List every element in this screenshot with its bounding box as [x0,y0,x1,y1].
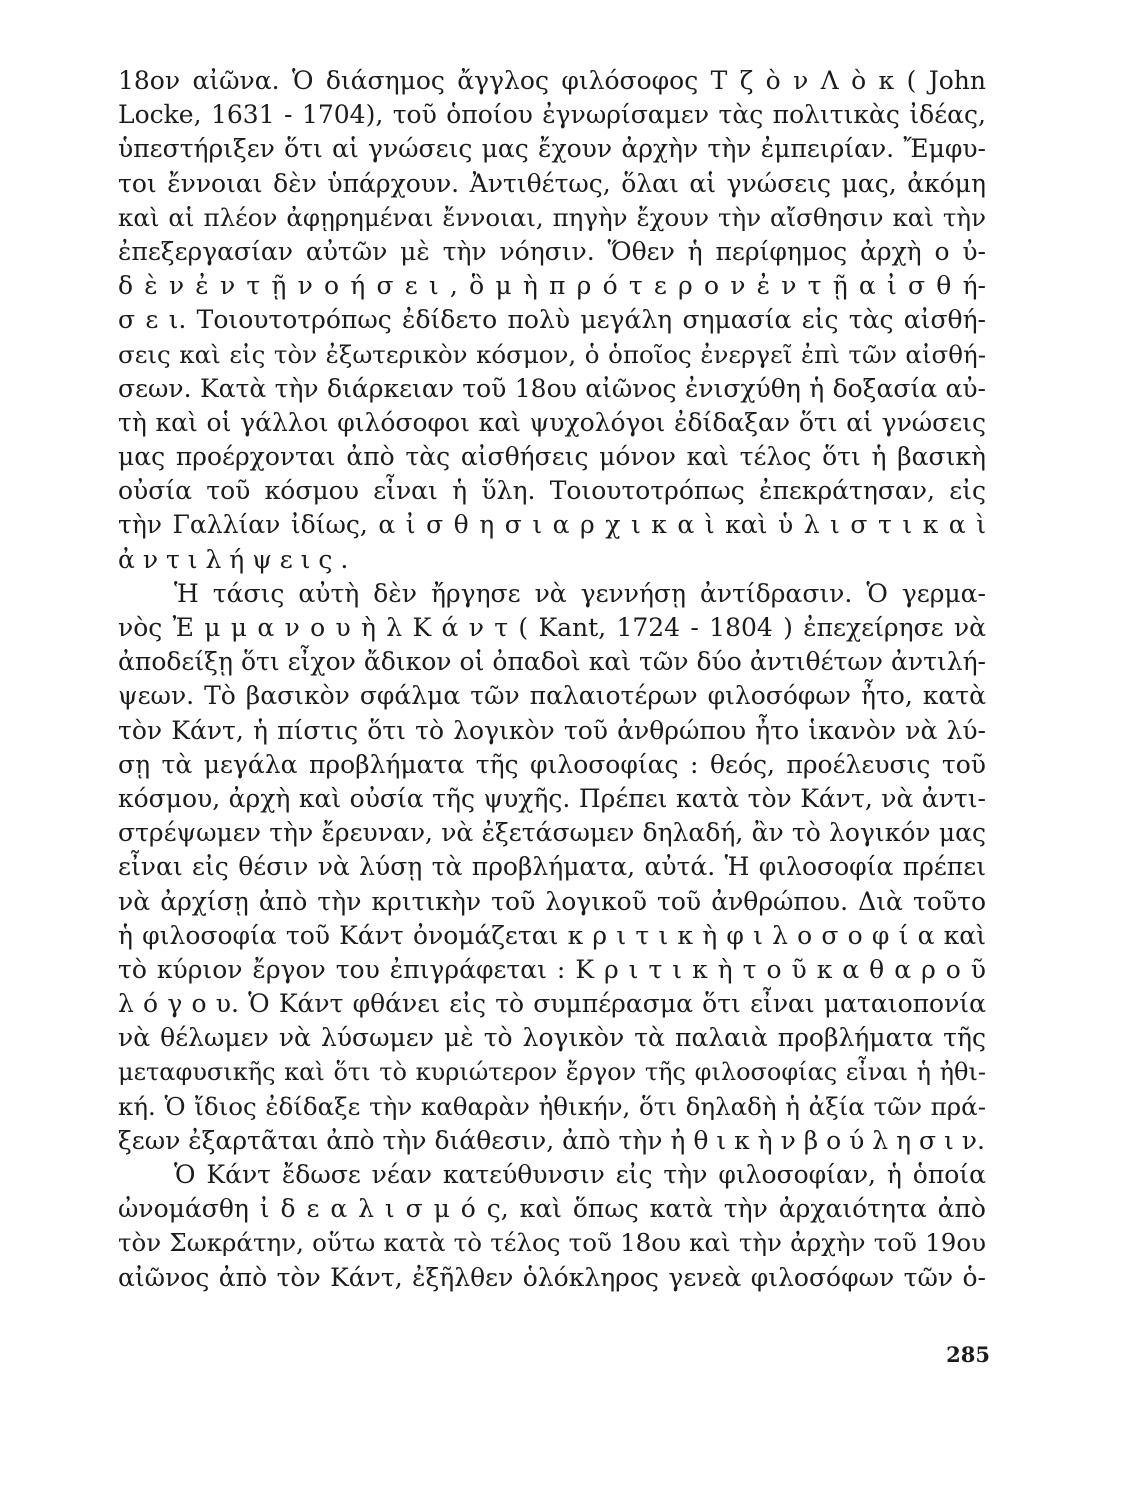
page-number: 285 [946,1342,990,1367]
text-line: τὴ καὶ οἱ γάλλοι φιλόσοφοι καὶ ψυχολόγοι ἐδίδαξαν ὅτι αἱ γνώσεις [118,407,986,437]
text-line: τὸν Σωκράτην, οὕτω κατὰ τὸ τέλος τοῦ 18ου καὶ τὴν ἀρχὴν τοῦ 19ου [118,1228,986,1258]
text-line: νὸς Ἐ μ μ α ν ο υ ὴ λ Κ ά ν τ ( Kant, 1724 - 1804 ) ἐπεχείρησε νὰ [118,613,986,642]
text-line: κόσμου, ἀρχὴ καὶ οὐσία τῆς ψυχῆς. Πρέπει κατὰ τὸν Κάντ, νὰ ἀντι- [118,783,986,813]
text-line: ἀ ν τ ι λ ή ψ ε ι ς . [118,544,349,574]
text-line: τὸ κύριον ἔργον του ἐπιγράφεται : Κ ρ ι τ ι κ ὴ τ ο ῦ κ α θ α ρ ο ῦ [118,954,986,984]
text-line: μεταφυσικῆς καὶ ὅτι τὸ κυριώτερον ἔργον τῆς φιλοσοφίας εἶναι ἡ ἠθι- [118,1058,986,1087]
text-line: τὸν Κάντ, ἡ πίστις ὅτι τὸ λογικὸν τοῦ ἀνθρώπου ἦτο ἱκανὸν νὰ λύ- [118,715,986,745]
text-line: ξεων ἐξαρτᾶται ἀπὸ τὴν διάθεσιν, ἀπὸ τὴν ἠ θ ι κ ὴ ν β ο ύ λ η σ ι ν. [118,1125,985,1155]
text-line: κή. Ὁ ἴδιος ἐδίδαξε τὴν καθαρὰν ἠθικήν, ὅτι δηλαδὴ ἡ ἀξία τῶν πρά- [118,1091,986,1121]
text-line: μας προέρχονται ἀπὸ τὰς αἰσθήσεις μόνον καὶ τέλος ὅτι ἡ βασικὴ [118,442,986,472]
text-line: σῃ τὰ μεγάλα προβλήματα τῆς φιλοσοφίας : θεός, προέλευσις τοῦ [118,749,986,779]
text-line: ἀποδείξῃ ὅτι εἶχον ἄδικον οἱ ὀπαδοὶ καὶ τῶν δύο ἀντιθέτων ἀντιλή- [118,647,986,677]
text-line: στρέψωμεν τὴν ἔρευναν, νὰ ἐξετάσωμεν δηλαδή, ἂν τὸ λογικόν μας [118,818,986,848]
body-text [118,64,986,1295]
text-line: ψεων. Τὸ βασικὸν σφάλμα τῶν παλαιοτέρων φιλοσόφων ἦτο, κατὰ [118,681,986,711]
text-line: τοι ἔννοιαι δὲν ὑπάρχουν. Ἀντιθέτως, ὅλαι αἱ γνώσεις μας, ἀκόμη [118,168,986,198]
text-line: ὠνομάσθη ἰ δ ε α λ ι σ μ ό ς, καὶ ὅπως κατὰ τὴν ἀρχαιότητα ἀπὸ [118,1194,986,1224]
text-line: ὑπεστήριξεν ὅτι αἱ γνώσεις μας ἔχουν ἀρχὴν τὴν ἐμπειρίαν. Ἔμφυ- [118,134,986,164]
text-line: ἡ φιλοσοφία τοῦ Κάντ ὀνομάζεται κ ρ ι τ ι κ ὴ φ ι λ ο σ ο φ ί α καὶ [118,920,986,950]
text-line: οὐσία τοῦ κόσμου εἶναι ἡ ὕλη. Τοιουτοτρόπως ἐπεκράτησαν, εἰς [118,476,986,506]
text-line: 18ον αἰῶνα. Ὁ διάσημος ἄγγλος φιλόσοφος Τ ζ ὸ ν Λ ὸ κ ( John [118,66,986,95]
text-line: τὴν Γαλλίαν ἰδίως, α ἰ σ θ η σ ι α ρ χ ι κ α ὶ καὶ ὑ λ ι σ τ ι κ α ὶ [118,510,986,540]
text-line: σ ε ι. Τοιουτοτρόπως ἐδίδετο πολὺ μεγάλη σημασία εἰς τὰς αἰσθή- [118,305,986,335]
text-line: αἰῶνος ἀπὸ τὸν Κάντ, ἐξῆλθεν ὁλόκληρος γενεὰ φιλοσόφων τῶν ὁ- [118,1262,986,1292]
text-line: δ ὲ ν ἐ ν τ ῇ ν ο ή σ ε ι , ὃ μ ὴ π ρ ό τ ε ρ ο ν ἐ ν τ ῇ α ἰ σ θ ή- [118,271,986,301]
text-line: ἐπεξεργασίαν αὐτῶν μὲ τὴν νόησιν. Ὅθεν ἡ περίφημος ἀρχὴ ο ὐ- [118,236,986,266]
text-line: Locke, 1631 - 1704), τοῦ ὁποίου ἐγνωρίσαμεν τὰς πολιτικὰς ἰδέας, [118,100,986,130]
paragraph-start-line: Ὁ Κάντ ἔδωσε νέαν κατεύθυνσιν εἰς τὴν φιλοσοφίαν, ἡ ὁποία [174,1160,986,1189]
text-line: νὰ θέλωμεν νὰ λύσωμεν μὲ τὸ λογικὸν τὰ παλαιὰ προβλήματα τῆς [118,1023,986,1053]
text-line: σεις καὶ εἰς τὸν ἐξωτερικὸν κόσμον, ὁ ὁποῖος ἐνεργεῖ ἐπὶ τῶν αἰσθή- [118,339,986,369]
text-line: νὰ ἀρχίσῃ ἀπὸ τὴν κριτικὴν τοῦ λογικοῦ τοῦ ἀνθρώπου. Διὰ τοῦτο [118,886,986,916]
text-line: λ ό γ ο υ. Ὁ Κάντ φθάνει εἰς τὸ συμπέρασμα ὅτι εἶναι ματαιοπονία [118,989,986,1019]
paragraph-start-line: Ἡ τάσις αὐτὴ δὲν ἤργησε νὰ γεννήσῃ ἀντίδρασιν. Ὁ γερμα- [174,578,986,608]
text-line: καὶ αἱ πλέον ἀφῃρημέναι ἔννοιαι, πηγὴν ἔχουν τὴν αἴσθησιν καὶ τὴν [118,202,986,232]
text-line: σεων. Κατὰ τὴν διάρκειαν τοῦ 18ου αἰῶνος ἐνισχύθη ἡ δοξασία αὐ- [118,373,986,403]
text-line: εἶναι εἰς θέσιν νὰ λύσῃ τὰ προβλήματα, αὐτά. Ἡ φιλοσοφία πρέπει [118,852,986,882]
